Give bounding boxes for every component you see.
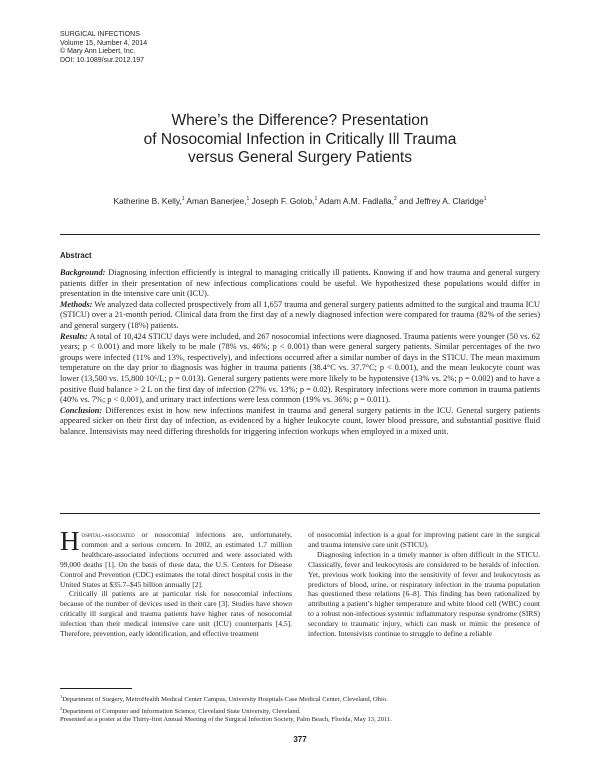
- author-name: Katherine B. Kelly,: [113, 196, 182, 206]
- footnotes: [60, 693, 540, 725]
- author-affiliation-mark: 1: [483, 196, 487, 202]
- background-text: Diagnosing infection efficiently is integral to managing critically ill patients. Knowing if and how trauma and general surgery patients differ in their presentation of new infectious complications could be useful. We hypothesized these populations would differ in presentation in the intensive care unit (ICU).: [60, 268, 540, 299]
- author-affiliation-mark: 2: [394, 196, 397, 202]
- abstract-methods: [60, 300, 540, 332]
- methods-label: Methods:: [60, 299, 93, 309]
- journal-copyright: © Mary Ann Liebert, Inc.: [60, 48, 136, 56]
- abstract-bottom-divider: [60, 513, 540, 514]
- abstract-results: [60, 332, 540, 406]
- intro-paragraph-2: Critically ill patients are at particular risk for nosocomial infections because of the number of devices used in their care [3]. Studies have shown critically ill surgical and trauma patients have higher rates of nosocomial infection than their medical intensive care unit (ICU) counterparts [4,5]. Therefore, prevention, early identification, and effective treatment: [60, 589, 292, 639]
- author-affiliation-mark: 1: [246, 196, 250, 202]
- title-line-1: Where’s the Difference? Presentation: [171, 112, 429, 129]
- author-affiliation-mark: 1: [181, 196, 185, 202]
- author-name: Joseph F. Golob,: [251, 196, 315, 206]
- footnote-3: Presented as a poster at the Thirty-first Annual Meeting of the Surgical Infection Society, Palm Beach, Florida, May 13, 2011.: [60, 716, 392, 724]
- author-affiliation-mark: 1: [314, 196, 318, 202]
- journal-volume: Volume 15, Number 4, 2014: [60, 39, 148, 47]
- footnote-divider: [60, 688, 132, 689]
- body-column-right: [308, 530, 540, 639]
- author-name: and Jeffrey A. Claridge: [399, 196, 484, 206]
- body-column-left: [60, 526, 292, 639]
- abstract-top-divider: [60, 234, 540, 235]
- intro-paragraph-3: of nosocomial infection is a goal for improving patient care in the surgical and trauma intensive care unit (STICU).: [308, 530, 540, 549]
- intro-paragraph-1: [60, 526, 292, 589]
- abstract-conclusion: [60, 406, 540, 438]
- results-text: A total of 10,424 STICU days were included, and 267 nosocomial infections were diagnosed. Trauma patients were younger (50 vs. 62 years; p < 0.001) and more likely to be male (78% vs. 46%; p < 0.001) than were general surgery patients. Similar percentages of the two groups were infected (11% and 13%, respectively), and infections occurred after a similar number of days in the STICU. The mean maximum temperature on the day prior to diagnosis was higher in trauma patients (38.4°C vs. 37.7°C; p < 0.001), and the mean leukocyte count was lower (13,500 vs. 15,800 10⁶/L; p = 0.013). General surgery patients were more likely to be hypotensive (13% vs. 2%; p = 0.002) and to have a positive fluid balance > 2 L on the first day of infection (27% vs. 13%; p = 0.02). Respiratory infections were more common in trauma patients (40% vs. 7%; p < 0.001), and urinary tract infections were less common (19% vs. 36%; p = 0.011).: [60, 331, 540, 405]
- author-name: Adam A.M. Fadlalla,: [319, 196, 395, 206]
- journal-info: [60, 31, 147, 65]
- footnote-2: $^2$Department of Computer and Information Science, Cleveland State University, Cleveland.: [60, 705, 301, 715]
- author-name: Aman Banerjee,: [186, 196, 247, 206]
- footnote-mark: 2: [60, 705, 63, 711]
- intro-paragraph-1-text: or nosocomial infections are, unfortunately, common and a serious concern. In 2002, an estimated 1.7 million healthcare-associated infections occurred and were associated with 99,000 deaths [1]. On the basis of these data, the U.S. Centers for Disease Control and Prevention (CDC) estimates the total direct hospital costs in the United States at $35.7–$45 billion annually [2].: [60, 530, 292, 589]
- title-line-2: of Nosocomial Infection in Critically Ill Trauma: [143, 130, 457, 148]
- footnote-1: $^1$Department of Surgery, MetroHealth Medical Center Campus, University Hospitals Case Medical Center, Cleveland, Ohio.: [60, 694, 388, 703]
- article-title: [60, 112, 540, 168]
- background-label: Background:: [60, 268, 106, 277]
- conclusion-text: Differences exist in how new infections manifest in trauma and general surgery patients in the ICU. General surgery patients appeared sicker on their first day of infection, as evidenced by a higher leukocyte count, lower blood pressure, and substantial positive fluid balance. Intensivists may need differing thresholds for triggering infection workups when employed in a mixed unit.: [60, 405, 540, 436]
- footnote-mark: 1: [60, 694, 63, 699]
- intro-paragraph-4: Diagnosing infection in a timely manner is often difficult in the STICU. Classically, fever and leukocytosis are considered to be heralds of infection. Yet, previous work looking into the sensitivity of fever and leukocytosis as predictors of blood, urine, or respiratory infection in the trauma population has questioned these relations [6–8]. This finding has been rationalized by attributing a patient’s higher temperature and white blood cell (WBC) count to a robust non-infectious systemic inflammatory response syndrome (SIRS) secondary to traumatic injury, which can mask or mimic the presence of infection. Intensivists continue to struggle to define a reliable: [308, 549, 540, 639]
- methods-text: We analyzed data collected prospectively from all 1,657 trauma and general surgery patients admitted to the surgical and trauma ICU (STICU) over a 21-month period. Clinical data from the first day of a newly diagnosed infection were compared for trauma (82% of the series) and general surgery (18%) patients.: [60, 299, 540, 330]
- page-number: 377: [293, 735, 307, 744]
- journal-doi: DOI: 10.1089/sur.2012.197: [60, 56, 145, 64]
- journal-name: SURGICAL INFECTIONS: [60, 31, 140, 38]
- results-label: Results:: [60, 331, 88, 341]
- lead-in-smallcaps: ospital-associated: [81, 530, 135, 539]
- title-line-3: versus General Surgery Patients: [188, 149, 412, 166]
- abstract-body: [60, 268, 540, 438]
- abstract-background: [60, 268, 540, 300]
- author-list: [60, 196, 540, 206]
- abstract-heading: Abstract: [60, 251, 92, 260]
- conclusion-label: Conclusion:: [60, 405, 103, 415]
- drop-cap: H: [60, 526, 80, 556]
